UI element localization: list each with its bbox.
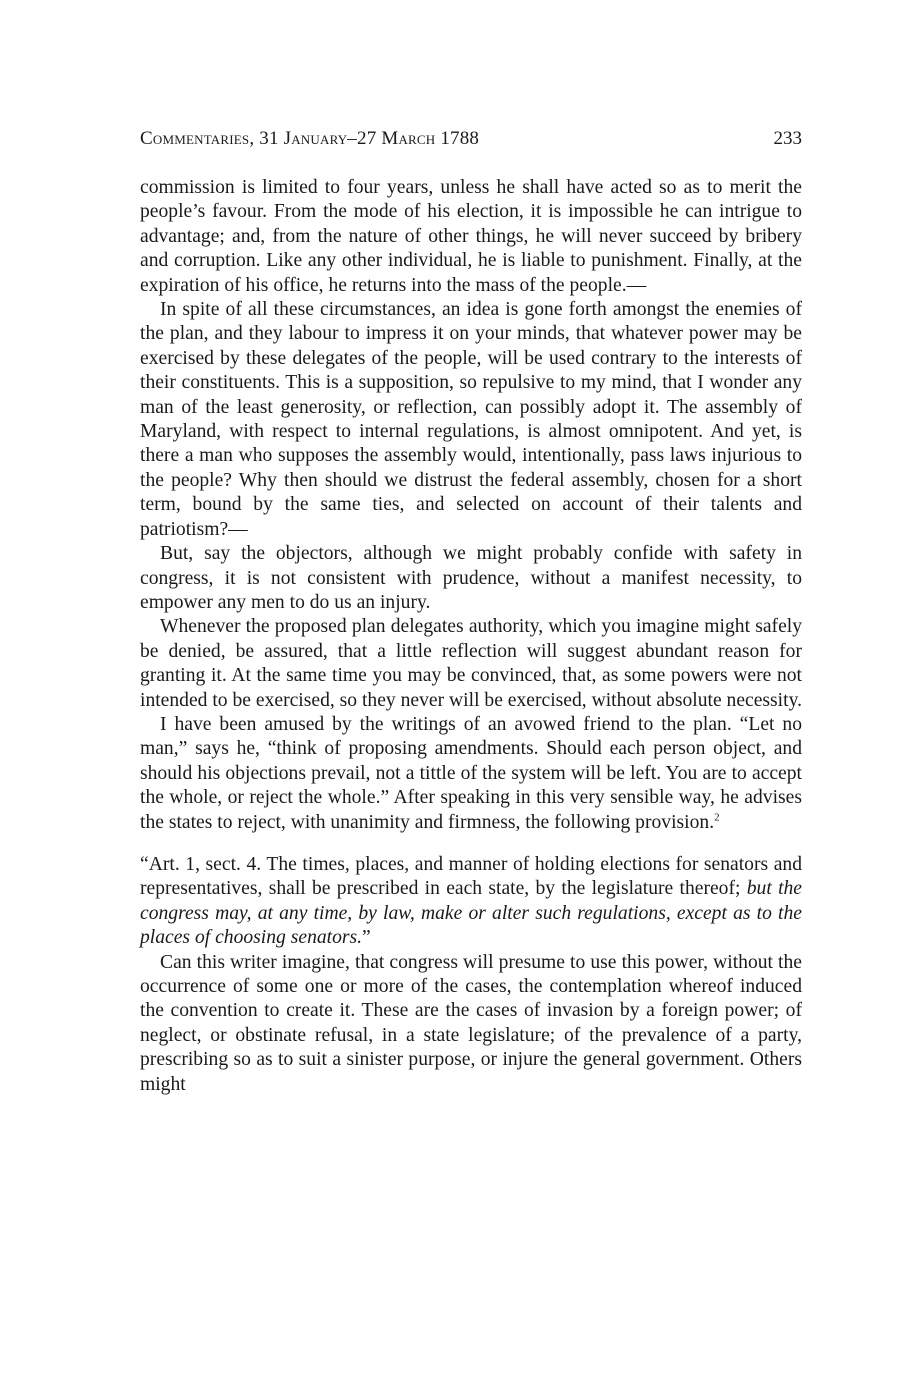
running-head-title: Commentaries, 31 January–27 March 1788 [140, 128, 480, 149]
paragraph-1 [140, 176, 802, 298]
page-number: 233 [773, 128, 802, 149]
quoted-provision-text: “Art. 1, sect. 4. The times, places, and manner of holding elections for senators and representatives, shall be prescribed in each state, by the legislature thereof; [140, 853, 802, 900]
paragraph-2 [140, 298, 802, 542]
paragraph-1-text: commission is limited to four years, unless he shall have acted so as to merit the people’s favour. From the mode of his election, it is impossible he can intrigue to advantage; and, from the nature of other things, he will never succeed by bribery and corruption. Like any other individual, he is liable to punishment. Finally, at the expiration of his office, he returns into the mass of the people.— [140, 177, 802, 296]
paragraph-4-text: Whenever the proposed plan delegates authority, which you imagine might safely be denied, be assured, that a little reflection will suggest abundant reason for granting it. At the same time you may be convinced, that, as some powers were not intended to be exercised, so they never will be exercised, without absolute necessity. [140, 616, 802, 711]
document-page [140, 128, 802, 1097]
quoted-provision-close: ” [362, 927, 371, 949]
paragraph-2-text: In spite of all these circumstances, an idea is gone forth amongst the enemies of the plan, and they labour to impress it on your minds, that whatever power may be exercised by these delegates of the people, will be used contrary to the interests of their constituents. This is a supposition, so repulsive to my mind, that I wonder any man of the least generosity, or reflection, can possibly adopt it. The assembly of Maryland, with respect to internal regulations, is almost omnipotent. And yet, is there a man who supposes the assembly would, intentionally, pass laws injurious to the people? Why then should we distrust the federal assembly, chosen for a short term, bound by the same ties, and selected on account of their talents and patriotism?— [140, 299, 802, 540]
quoted-provision-italic: but the congress may, at any time, by law, make or alter such regulations, except as to the places of choosing senators. [140, 878, 803, 949]
paragraph-3-text: But, say the objectors, although we might probably confide with safety in congress, it is not consistent with prudence, without a manifest necessity, to empower any men to do us an injury. [140, 543, 802, 613]
paragraph-7 [140, 951, 802, 1097]
quoted-provision [140, 853, 802, 951]
paragraph-4 [140, 615, 802, 713]
paragraph-3 [140, 542, 802, 615]
paragraph-7-text: Can this writer imagine, that congress will presume to use this power, without the occurrence of some one or more of the cases, the contemplation whereof induced the convention to create it. These are the cases of invasion by a foreign power; of neglect, or obstinate refusal, in a state legislature; of the prevalence of a party, prescribing so as to suit a sinister purpose, or injure the general government. Others might [140, 951, 802, 1095]
paragraph-5 [140, 713, 802, 835]
running-head [140, 128, 802, 162]
paragraph-5-text: I have been amused by the writings of an avowed friend to the plan. “Let no man,” says he, “think of proposing amendments. Should each person object, and should his objections prevail, not a tittle of the system will be left. You are to accept the whole, or reject the whole.” After speaking in this very sensible way, he advises the states to reject, with unanimity and firmness, the following provision. [140, 713, 802, 833]
body-text [140, 176, 802, 1097]
footnote-reference[interactable]: 2 [714, 811, 720, 824]
